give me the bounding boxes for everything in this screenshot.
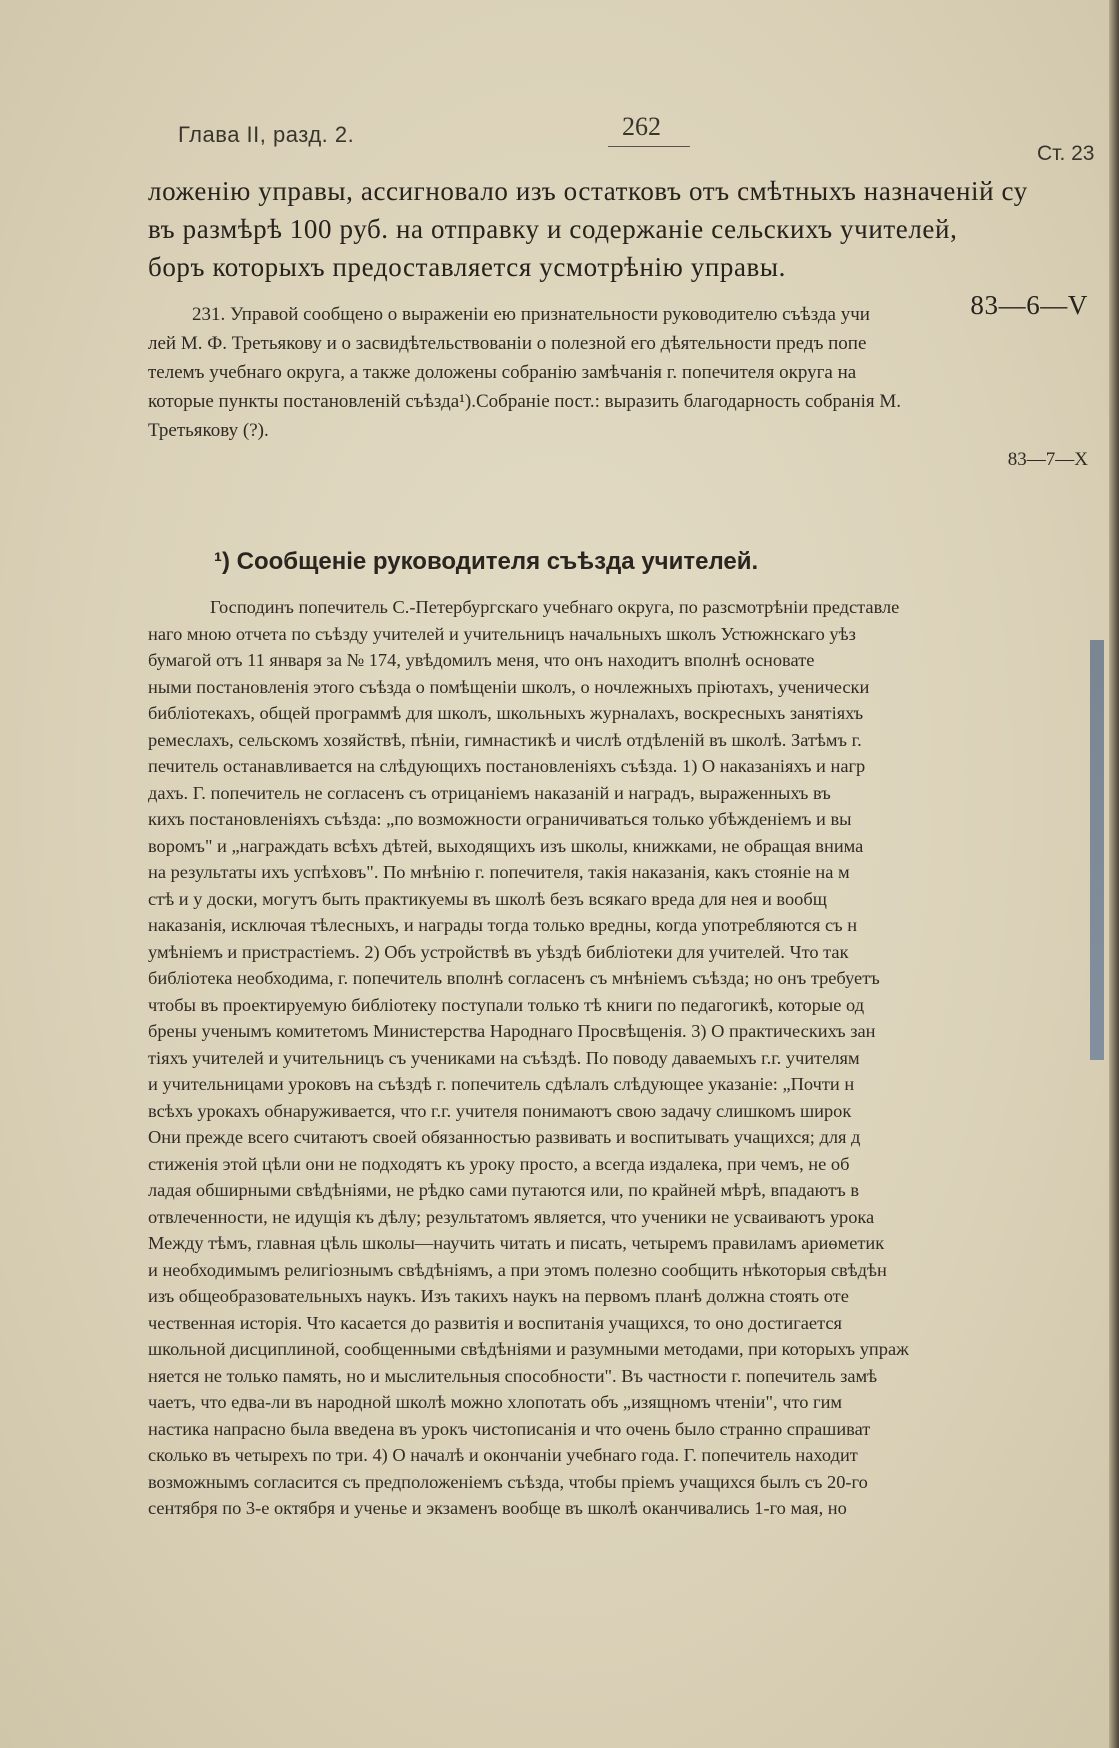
text-line: въ размѣрѣ 100 руб. на отправку и содержаніе сельскихъ учителей, <box>148 214 958 244</box>
text-line: стиженія этой цѣли они не подходятъ къ уроку просто, а всегда издалека, при чемъ, не об <box>148 1153 850 1174</box>
text-line: ладая обширными свѣдѣніями, не рѣдко сами путаются или, по крайней мѣрѣ, впадаютъ в <box>148 1180 860 1200</box>
text-line: Третьякову (?). <box>148 420 269 441</box>
text-line: всѣхъ урокахъ обнаруживается, что г.г. учителя понимаютъ свою задачу слишкомъ широк <box>148 1100 852 1121</box>
text-line: умѣніемъ и пристрастіемъ. 2) Объ устройствѣ въ уѣздѣ библіотеки для учителей. Что так <box>148 941 849 962</box>
text-line: изъ общеобразовательныхъ наукъ. Изъ такихъ наукъ на первомъ планѣ должна стоять оте <box>148 1286 849 1306</box>
text-line: сколько въ четырехъ по три. 4) О началѣ и окончаніи учебнаго года. Г. попечитель находит <box>148 1445 858 1465</box>
text-line: библіотекахъ, общей программѣ для школъ, школьныхъ журналахъ, воскресныхъ занятіяхъ <box>148 703 864 723</box>
text-line: бумагой отъ 11 января за № 174, увѣдомилъ меня, что онъ находитъ вполнѣ основате <box>148 650 815 670</box>
text-line: тіяхъ учителей и учительницъ съ учениками на съѣздѣ. По поводу даваемыхъ г.г. учителям <box>148 1047 860 1068</box>
text-line: отвлеченности, не идущія къ дѣлу; результатомъ является, что ученики не усваиваютъ урока <box>148 1206 875 1227</box>
text-line: на результаты ихъ успѣховъ". По мнѣнію г. попечителя, такія наказанія, какъ стояніе на м <box>148 862 850 882</box>
text-line: и необходимымъ религіознымъ свѣдѣніямъ, а при этомъ полезно сообщить нѣкоторыя свѣдѣн <box>148 1259 887 1280</box>
text-line: чаетъ, что едва-ли въ народной школѣ можно хлопотать объ „изящномъ чтеніи", что гим <box>148 1392 843 1412</box>
chapter-heading: Глава II, разд. 2. <box>178 122 355 147</box>
text-line: наго мною отчета по съѣзду учителей и учительницъ начальныхъ школъ Устюжнскаго уѣз <box>148 623 856 644</box>
text-line: Между тѣмъ, главная цѣль школы—научить читать и писать, четыремъ правиламъ ариѳметик <box>148 1233 885 1253</box>
text-line: телемъ учебнаго округа, а также доложены собранію замѣчанія г. попечителя округа на <box>148 362 857 383</box>
text-line: печитель останавливается на слѣдующихъ постановленіяхъ съѣзда. 1) О наказаніяхъ и нагр <box>148 756 866 776</box>
text-line: наказанія, исключая тѣлесныхъ, и награды тогда только вредны, когда употребляются съ н <box>148 915 858 935</box>
text-line: и учительницами уроковъ на съѣздѣ г. попечитель сдѣлалъ слѣдующее указаніе: „Почти н <box>148 1074 855 1094</box>
page-number: 262 <box>622 112 661 141</box>
text-line: Господинъ попечитель С.-Петербургскаго учебнаго округа, по разсмотрѣніи представле <box>210 597 900 617</box>
text-line: няется не только память, но и мыслительныя способности". Въ частности г. попечитель замѣ <box>148 1365 878 1386</box>
text-line: которые пункты постановленій съѣзда¹).Собраніе пост.: выразить благодарность собранія М. <box>148 391 902 412</box>
footnote-title: ¹) Сообщеніе руководителя съѣзда учителей. <box>214 548 759 575</box>
text-line: настика напрасно была введена въ урокъ чистописанія и что очень было странно спрашиват <box>148 1418 871 1439</box>
text-line: возможнымъ согласится съ предположеніемъ съѣзда, чтобы пріемъ учащихся былъ съ 20-го <box>148 1471 868 1492</box>
column-reference: Ст. 23 <box>1037 142 1095 165</box>
text-line: сентября по 3-е октября и ученье и экзаменъ вообще въ школѣ оканчивались 1-го мая, но <box>148 1498 847 1518</box>
text-line: чтобы въ проектируемую библіотеку поступали только тѣ книги по педагогикѣ, которые од <box>148 994 865 1015</box>
text-line: брены ученымъ комитетомъ Министерства Народнаго Просвѣщенія. 3) О практическихъ зан <box>148 1021 876 1041</box>
text-line: кихъ постановленіяхъ съѣзда: „по возможности ограничиваться только убѣжденіемъ и вы <box>148 809 852 829</box>
text-line: воромъ" и „награждать всѣхъ дѣтей, выходящихъ изъ школы, книжками, не обращая внима <box>148 835 864 856</box>
text-line: лей М. Ф. Третьякову и о засвидѣтельствованіи о полезной его дѣятельности предъ попе <box>148 333 867 354</box>
page-number-rule <box>608 146 690 147</box>
text-line: стѣ и у доски, могутъ быть практикуемы въ школѣ безъ всякаго вреда для нея и вообщ <box>148 888 827 909</box>
text-line: библіотека необходима, г. попечитель вполнѣ согласенъ съ мнѣніемъ съѣзда; но онъ требуетъ <box>148 968 880 988</box>
text-line: боръ которыхъ предоставляется усмотрѣнію управы. <box>148 252 786 282</box>
text-line: ложенію управы, ассигновало изъ остатковъ отъ смѣтныхъ назначеній су <box>148 176 1028 206</box>
text-line: ными постановленія этого съѣзда о помѣщеніи школъ, о ночлежныхъ пріютахъ, ученически <box>148 676 870 697</box>
library-stamp-edge <box>1090 640 1104 1060</box>
text-line: Они прежде всего считаютъ своей обязанностью развивать и воспитывать учащихся; для д <box>148 1127 861 1147</box>
text-line: школьной дисциплиной, сообщенными свѣдѣніями и разумными методами, при которыхъ упраж <box>148 1339 909 1359</box>
page-edge-shadow <box>1109 0 1119 1748</box>
resolution-code: 83—7—X <box>1007 449 1088 470</box>
text-line: 231. Управой сообщено о выраженіи ею признательности руководителю съѣзда учи <box>192 304 870 325</box>
resolution-code: 83—6—V <box>970 290 1088 320</box>
text-line: дахъ. Г. попечитель не согласенъ съ отрицаніемъ наказаній и наградъ, выраженныхъ въ <box>148 782 831 803</box>
text-line: ремеслахъ, сельскомъ хозяйствѣ, пѣніи, гимнастикѣ и числѣ отдѣленій въ школѣ. Затѣмъ г. <box>148 729 862 750</box>
footnote-body <box>148 594 1104 1522</box>
item-231-paragraph <box>148 300 1104 474</box>
text-line: чественная исторія. Что касается до развитія и воспитанія учащихся, то оно достигается <box>148 1312 842 1333</box>
